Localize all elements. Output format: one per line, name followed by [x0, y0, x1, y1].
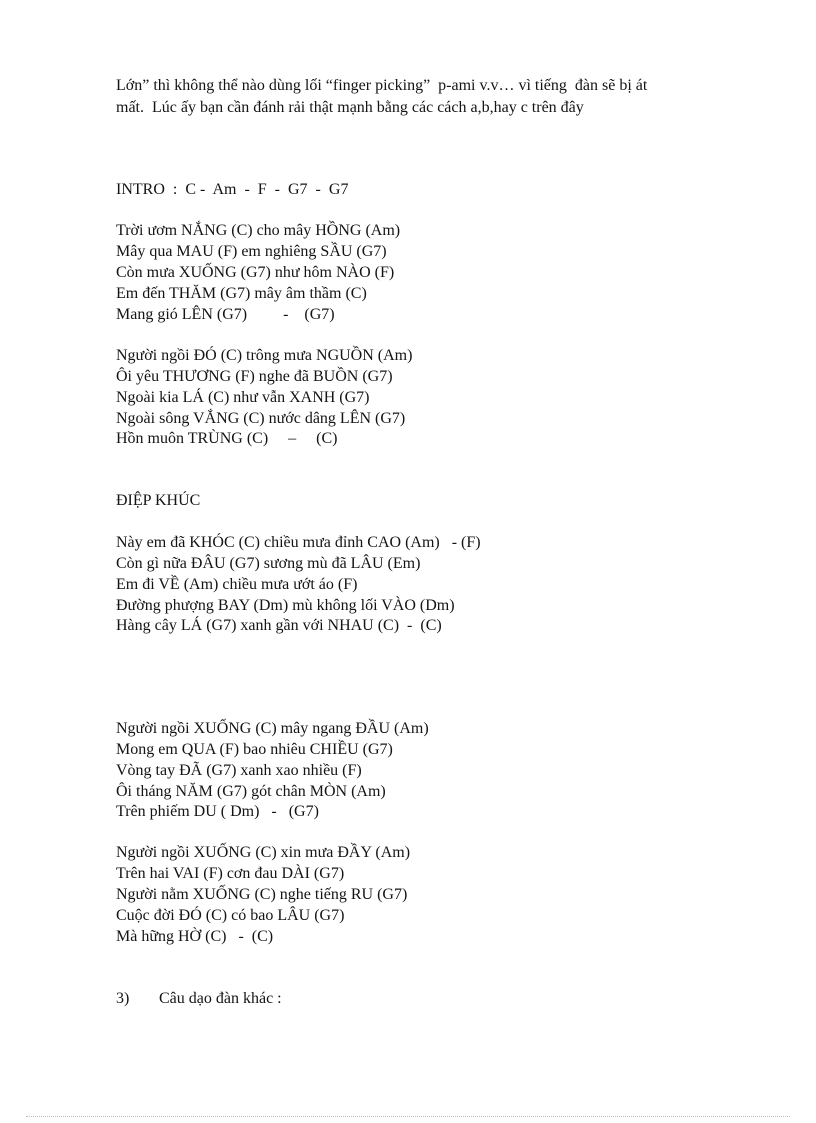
page-bottom-divider [26, 1116, 790, 1117]
verse4-line-5: Mà hững HỜ (C) - (C) [116, 928, 274, 945]
chorus-line-3: Em đi VỀ (Am) chiều mưa ướt áo (F) [116, 576, 358, 593]
paragraph-line-2: mất. Lúc ấy bạn cần đánh rải thật mạnh bằng các cách a,b,hay c trên đây [116, 99, 584, 116]
intro-line: INTRO : C - Am - F - G7 - G7 [116, 181, 349, 198]
verse3-line-4: Ôi tháng NĂM (G7) gót chân MÒN (Am) [116, 783, 386, 800]
section3-title: Câu dạo đàn khác : [159, 990, 282, 1007]
verse1-line-1: Trời ươm NẮNG (C) cho mây HỒNG (Am) [116, 222, 401, 239]
section3-number: 3) [116, 990, 130, 1007]
verse4-line-1: Người ngồi XUỐNG (C) xin mưa ĐẦY (Am) [116, 844, 411, 861]
verse1-line-3: Còn mưa XUỐNG (G7) như hôm NÀO (F) [116, 264, 395, 281]
chorus-line-4: Đường phượng BAY (Dm) mù không lối VÀO (Dm) [116, 597, 455, 614]
verse1-line-2: Mây qua MAU (F) em nghiêng SẦU (G7) [116, 243, 387, 260]
paragraph-line-1: Lớn” thì không thể nào dùng lối “finger picking” p-ami v.v… vì tiếng đàn sẽ bị át [116, 77, 648, 94]
verse4-line-4: Cuộc đời ĐÓ (C) có bao LÂU (G7) [116, 907, 345, 924]
verse2-line-1: Người ngồi ĐÓ (C) trông mưa NGUỒN (Am) [116, 347, 413, 364]
verse1-line-5: Mang gió LÊN (G7) - (G7) [116, 306, 335, 323]
verse3-line-2: Mong em QUA (F) bao nhiêu CHIỀU (G7) [116, 741, 393, 758]
chorus-line-2: Còn gì nữa ĐÂU (G7) sương mù đã LÂU (Em) [116, 555, 421, 572]
verse2-line-5: Hồn muôn TRÙNG (C) – (C) [116, 430, 338, 447]
verse4-line-2: Trên hai VAI (F) cơn đau DÀI (G7) [116, 865, 345, 882]
verse2-line-3: Ngoài kia LÁ (C) như vẫn XANH (G7) [116, 389, 370, 406]
chorus-line-1: Này em đã KHÓC (C) chiều mưa đỉnh CAO (Am) - (F) [116, 534, 481, 551]
chorus-heading: ĐIỆP KHÚC [116, 492, 201, 509]
verse3-line-3: Vòng tay ĐÃ (G7) xanh xao nhiều (F) [116, 762, 362, 779]
verse2-line-4: Ngoài sông VẮNG (C) nước dâng LÊN (G7) [116, 410, 406, 427]
chorus-line-5: Hàng cây LÁ (G7) xanh gần với NHAU (C) - (C) [116, 617, 442, 634]
verse4-line-3: Người nằm XUỐNG (C) nghe tiếng RU (G7) [116, 886, 408, 903]
verse3-line-5: Trên phiếm DU ( Dm) - (G7) [116, 803, 319, 820]
verse3-line-1: Người ngồi XUỐNG (C) mây ngang ĐẦU (Am) [116, 720, 429, 737]
verse2-line-2: Ôi yêu THƯƠNG (F) nghe đã BUỒN (G7) [116, 368, 393, 385]
verse1-line-4: Em đến THĂM (G7) mây âm thầm (C) [116, 285, 367, 302]
